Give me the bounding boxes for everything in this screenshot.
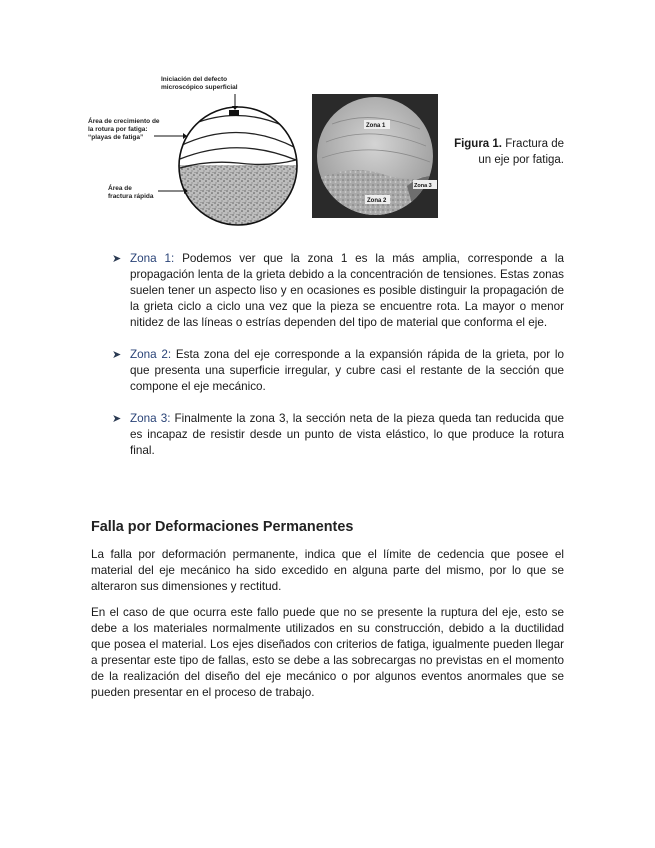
label-growth-3: “playas de fatiga” [88,134,144,141]
label-fast-2: fractura rápida [108,193,154,200]
label-zone1: Zona 1 [366,123,386,129]
label-growth-2: la rotura por fatiga: [88,126,148,133]
arrow-bullet-icon: ➤ [112,349,122,361]
caption-text: Fractura de un eje por fatiga. [478,138,564,166]
shaft-fracture-photo [312,94,438,218]
zone-text: Podemos ver que la zona 1 es la más amplia, corresponde a la propagación lenta de la grieta debido a la concentración de tensiones. Estas zonas suelen tener un aspecto liso y en ocasiones es posible distinguir la propagación de la grieta ciclo a ciclo una vez que la pieza se encuentre rota. La mayor o menor nitidez de las líneas o estrías dependen del tipo de material que conforma el eje. [130,252,564,329]
zone-text: Esta zona del eje corresponde a la expansión rápida de la grieta, por lo que presenta una superficie irregular, y cubre casi el restante de la sección que compone el eje mecánico. [130,348,564,393]
label-fast-1: Área de [108,185,132,192]
caption-bold: Figura 1. [454,138,502,150]
paragraph-1: La falla por deformación permanente, indica que el límite de cedencia que posee el material del eje mecánico ha sido excedido en alguna parte del mismo, por lo que se alteraron sus dimensiones y rectitud. [91,548,564,593]
fast-fracture-zone [178,165,298,228]
zone-label: Zona 2: [130,348,172,361]
bullet-zone-2 [112,347,564,395]
label-zone3: Zona 3 [414,183,432,189]
figure-caption [444,136,564,168]
section-heading: Falla por Deformaciones Permanentes [91,519,354,535]
label-zone2: Zona 2 [367,198,387,204]
arrow-bullet-icon: ➤ [112,413,122,425]
initiation-defect-mark [229,110,239,116]
label-growth-1: Área de crecimiento de [88,118,160,125]
label-initiation-1: Iniciación del defecto [161,76,228,83]
bullet-zone-1 [112,251,564,331]
fatigue-fracture-diagram [88,70,298,228]
zone-bullet-list [112,251,564,475]
bullet-zone-3 [112,411,564,459]
zone-text: Finalmente la zona 3, la sección neta de la pieza queda tan reducida que es incapaz de resistir desde un punto de vista elástico, lo que produce la rotura final. [130,412,564,457]
zone-label: Zona 3: [130,412,171,425]
zone-label: Zona 1: [130,252,175,265]
paragraph-2: En el caso de que ocurra este fallo puede que no se presente la ruptura del eje, esto se debe a los materiales normalmente utilizados en su construcción, debido a la ductilidad que posea el material. Los ejes diseñados con criterios de fatiga, igualmente pueden llegar a presentar este tipo de fallas, esto se debe a las sobrecargas no previstas en el momento de la realización del diseño del eje mecánico o por algunos eventos anormales que se pueden presentar en el proceso de trabajo. [91,606,564,699]
arrow-bullet-icon: ➤ [112,253,122,265]
label-initiation-2: microscópico superficial [161,84,238,91]
